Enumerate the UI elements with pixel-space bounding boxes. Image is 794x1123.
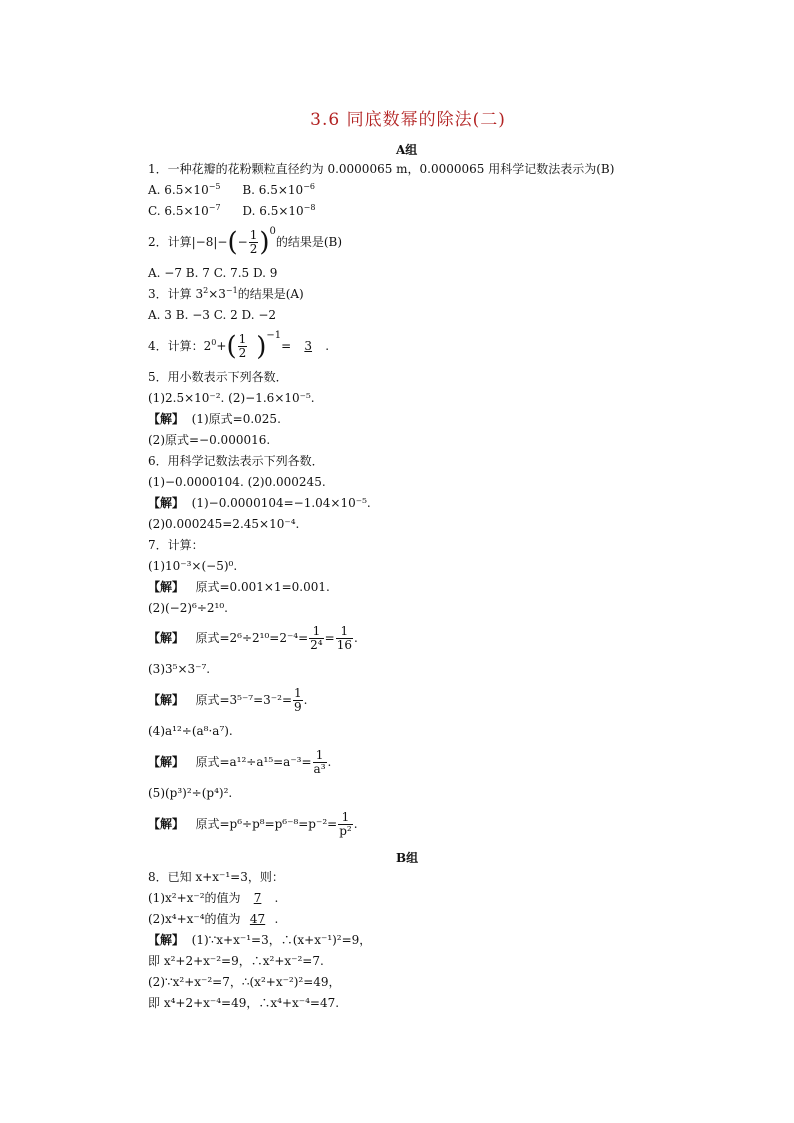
- q7-part-1: (1)10⁻³×(−5)⁰.: [148, 559, 238, 573]
- q1-stem: 1．一种花瓣的花粉颗粒直径约为 0.0000065 m，0.0000065 用科学记数法表示为(B): [148, 162, 615, 176]
- q5-solution-1: 【解】 (1)原式=0.025.: [148, 412, 281, 426]
- q6-stem: 6．用科学记数法表示下列各数．: [148, 454, 324, 468]
- q2-stem: 2．计算|−8|−(− $\frac{1}{2}$ )$^0$的结果是(B): [148, 226, 343, 258]
- q7-part-4: (4)a¹²÷(a⁸·a⁷).: [148, 724, 233, 738]
- q6-solution-2: (2)0.000245=2.45×10⁻⁴.: [148, 517, 300, 531]
- q4-answer-blank: 3: [304, 339, 313, 353]
- q4-stem: 4．计算：$2^0+$( $\frac{1}{2}$ )$^{-1}$= 3 .: [148, 330, 330, 362]
- q8-stem: 8．已知 x+x⁻¹=3，则：: [148, 870, 284, 884]
- q5-solution-2: (2)原式=−0.000016.: [148, 433, 271, 447]
- q2-options: A. −7 B. 7 C. 7.5 D. 9: [148, 266, 278, 280]
- q1-option-d: D. $6.5\times 10^{-8}$: [242, 203, 316, 218]
- q7-solution-2: 【解】 原式=2⁶÷2¹⁰=2⁻⁴= $\frac{1}{\text{2⁴}}$ = $\frac{1}{16}$ .: [148, 624, 358, 652]
- q6-parts: (1)−0.0000104. (2)0.000245.: [148, 475, 326, 489]
- q5-parts: (1)2.5×10⁻². (2)−1.6×10⁻⁵.: [148, 391, 315, 405]
- q8-part-2: (2)x⁴+x⁻⁴的值为 47 .: [148, 912, 279, 926]
- q1-option-a: A. $6.5\times 10^{-5}$: [148, 182, 221, 197]
- q1-option-c: C. $6.5\times 10^{-7}$: [148, 203, 221, 218]
- q5-stem: 5．用小数表示下列各数．: [148, 370, 288, 384]
- q7-solution-4: 【解】 原式=a¹²÷a¹⁵=a⁻³= $\frac{1}{\text{a³}}$ .: [148, 748, 332, 776]
- q8-answer-2-blank: 47: [249, 912, 266, 926]
- q7-part-5: (5)(p³)²÷(p⁴)².: [148, 786, 233, 800]
- q1-options-row2: [148, 203, 315, 219]
- q8-solution-3: (2)∵x²+x⁻²=7，∴(x²+x⁻²)²=49，: [148, 975, 341, 989]
- q4-fraction: $\frac{1}{2}$: [238, 332, 247, 360]
- q7-part-2: (2)(−2)⁶÷2¹⁰.: [148, 601, 228, 615]
- q8-solution-2: 即 x²+2+x⁻²=9，∴x²+x⁻²=7.: [148, 954, 324, 968]
- q2-fraction: $\frac{1}{2}$: [249, 228, 258, 256]
- q6-solution-1: 【解】 (1)−0.0000104=−1.04×10⁻⁵.: [148, 496, 371, 510]
- group-a-heading: A组: [396, 143, 418, 157]
- q7-solution-1: 【解】 原式=0.001×1=0.001.: [148, 580, 330, 594]
- q3-options: A. 3 B. −3 C. 2 D. −2: [148, 308, 277, 322]
- q8-solution-1: 【解】 (1)∵x+x⁻¹=3，∴(x+x⁻¹)²=9，: [148, 933, 372, 947]
- q7-stem: 7．计算：: [148, 538, 204, 552]
- q7-solution-5: 【解】 原式=p⁶÷p⁸=p⁶⁻⁸=p⁻²= $\frac{1}{\text{p²}}$ .: [148, 810, 358, 838]
- page-title: 3.6 同底数幂的除法(二): [310, 110, 506, 130]
- q3-stem: 3．计算 $3^2\times 3^{-1}$的结果是(A): [148, 286, 304, 301]
- q7-solution-3: 【解】 原式=3⁵⁻⁷=3⁻²= $\frac{1}{9}$ .: [148, 686, 308, 714]
- q8-part-1: (1)x²+x⁻²的值为 7 .: [148, 891, 279, 905]
- q7-part-3: (3)3⁵×3⁻⁷.: [148, 662, 211, 676]
- q8-solution-4: 即 x⁴+2+x⁻⁴=49，∴x⁴+x⁻⁴=47.: [148, 996, 340, 1010]
- q8-answer-1-blank: 7: [253, 891, 262, 905]
- q1-option-b: B. $6.5\times 10^{-6}$: [242, 182, 315, 197]
- group-b-heading: B组: [396, 851, 419, 865]
- q1-options-row1: [148, 182, 315, 198]
